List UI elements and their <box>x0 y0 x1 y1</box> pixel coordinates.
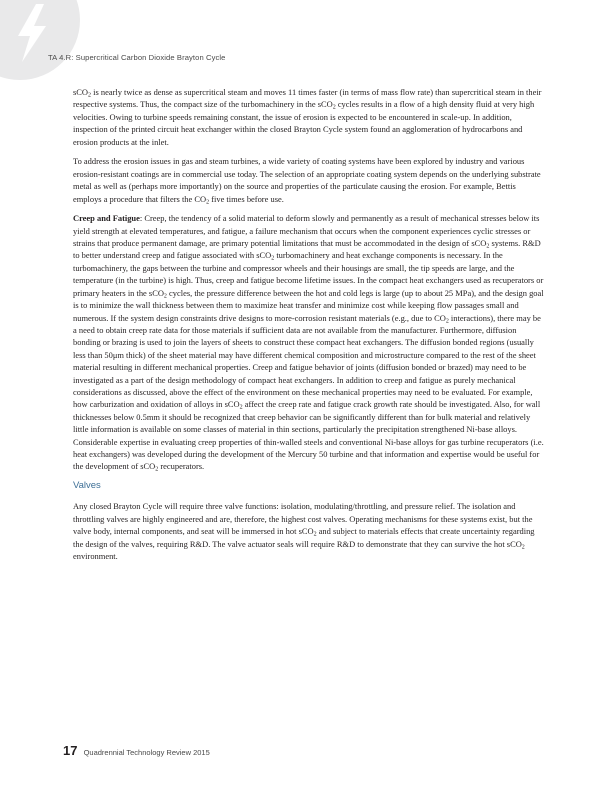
publication-title: Quadrennial Technology Review 2015 <box>83 748 210 757</box>
page-footer <box>63 743 210 758</box>
page-body <box>73 86 546 570</box>
valves-heading: Valves <box>73 480 101 492</box>
paragraph-valves: Any closed Brayton Cycle will require three valve functions: isolation, modulating/throttling, and pressure relief. The isolation and throttling valves are highly engineered and are, therefore, the highest cost valves. Operating mechanisms for these systems exist, but the valve body, internal components, and seat will be immersed in hot sCO$_2$ and subject to materials effects that create uncertainty regarding the design of the valves, requiring R&D. The valve actuator seals will require R&D to demonstrate that they can survive the hot sCO$_2$ environment. <box>73 501 535 562</box>
paragraph-creep-fatigue: Creep and Fatigue: Creep, the tendency of a solid material to deform slowly and permanently as a result of mechanical stresses below its yield strength at elevated temperatures, and fatigue, a failure mechanism that occurs when the component experiences cyclic stresses or strains that produce permanent damage, are primary potential limitations that must be accommodated in the design of sCO$_2$ systems. R&D to better understand creep and fatigue associated with sCO$_2$ turbomachinery and heat exchange components is necessary. In the turbomachinery, the gaps between the turbine and compressor wheels and their housings are small, the tip speeds are large, and the temperature (in the turbine) is high. Thus, creep and fatigue become lifetime issues. In the compact heat exchangers used as recuperators or primary heaters in the sCO$_2$ cycles, the pressure difference between the hot and cold legs is large (up to about 25 MPa), and the design goal is to minimize the wall thickness between them to maximize heat transfer and minimize cost while keeping flow passages small and numerous. If the system design constraints drive designs to more-corrosion resistant materials (e.g., due to $CO_2$ interactions), there may be a need to obtain creep rate data for those materials if sufficient data are not available from the manufacturer. Furthermore, diffusion bonding or brazing is used to join the layers of sheets to construct these compact heat exchangers. The diffusion bonded regions (usually less than 50μm thick) of the sheet material may have different chemical composition and microstructure compared to the rest of the sheet material resulting in different mechanical properties. Creep and fatigue behavior of joints (diffusion bonded or brazed) may need to be investigated as a part of the design methodology of compact heat exchangers. In addition to creep and fatigue as purely mechanical considerations as discussed, above the effect of the environment on these mechanical properties may need to be evaluated. For example, how carburization and oxidation of alloys in sCO$_2$ affect the creep rate and fatigue crack growth rate should be investigated. Also, for wall thicknesses below 0.5mm it should be recognized that creep behavior can be significantly different than for bulk material and relatively little information is available on some classes of material in thin sections, particularly the precipitation strengthened Ni-base alloys. Considerable expertise in evaluating creep properties of thin-walled steels and conventional Ni-base alloys for gas turbine recuperators (i.e. heat exchangers) was developed during the development of the Mercury 50 turbine and that information and expertise would be useful for the development of sCO$_2$ recuperators. <box>73 213 544 473</box>
lightning-bolt-icon <box>14 4 50 62</box>
paragraph-density: sCO$_2$ is nearly twice as dense as supercritical steam and moves 11 times faster (in terms of mass flow rate) than supercritical steam in their respective systems. Thus, the compact size of the turbomachinery in the sCO$_2$ cycles results in a flow of a high density fluid at very high velocities. Owing to turbine speeds remaining constant, the issue of erosion is expected to be encountered in scale-up. In addition, inspection of the printed circuit heat exchanger within the closed Brayton Cycle system found an agglomeration of hydrocarbons and erosion products at the inlet. <box>73 87 542 147</box>
running-header: TA 4.R: Supercritical Carbon Dioxide Brayton Cycle <box>48 53 226 62</box>
paragraph-erosion-coatings: To address the erosion issues in gas and steam turbines, a wide variety of coating systems have been explored by industry and various erosion-resistant coatings are in commercial use today. The selection of an appropriate coating system depends on the underlying substrate metal as well as (perhaps more importantly) on the source and properties of the particulate causing the erosion. For example, Bettis employs a procedure that filters the $CO_2$ five times before use. <box>73 156 541 206</box>
creep-fatigue-heading: Creep and Fatigue <box>73 213 140 224</box>
page-number: 17 <box>63 743 78 758</box>
